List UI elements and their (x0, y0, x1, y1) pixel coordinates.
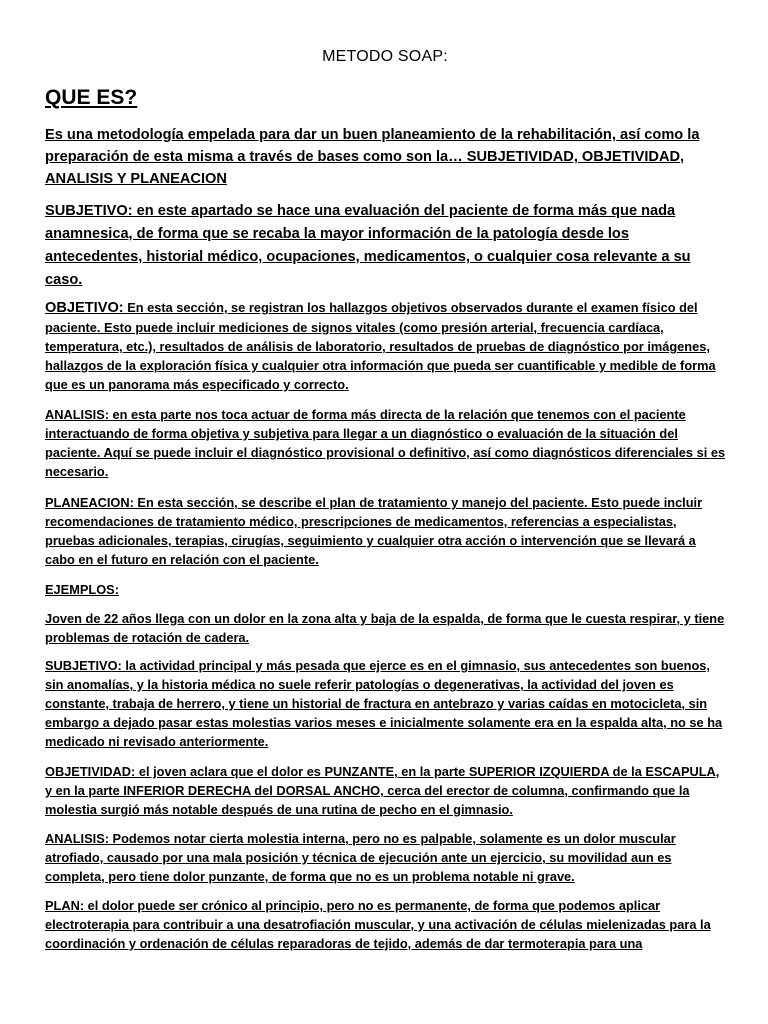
analisis-paragraph: ANALISIS: en esta parte nos toca actuar de forma más directa de la relación que tenemos con el paciente interactuando de forma objetiva y subjetiva para llegar a un diagnóstico o evaluación de la situación del paciente. Aquí se puede incluir el diagnóstico provisional o definitivo, así como diagnósticos diferenciales si es necesario. (45, 407, 726, 479)
ejemplo-plan-paragraph: PLAN: el dolor puede ser crónico al principio, pero no es permanente, de forma que podemos aplicar electroterapia para contribuir a una desatrofiación muscular, y una activación de células mielenizadas para la coordinación y ordenación de células reparadoras de tejido, además de dar termoterapia para una (45, 898, 711, 951)
section-heading: QUE ES? (45, 86, 138, 109)
intro-paragraph: Es una metodología empelada para dar un buen planeamiento de la rehabilitación, así como la preparación de esta misma a través de bases como son la… SUBJETIVIDAD, OBJETIVIDAD, ANALISIS Y PLANEACION (45, 127, 700, 187)
objetivo-label: OBJETIVO: (45, 300, 124, 316)
ejemplo-analisis-paragraph: ANALISIS: Podemos notar cierta molestia interna, pero no es palpable, solamente es un dolor muscular atrofiado, causado por una mala posición y técnica de ejecución ante un ejercicio, su movilidad aun es completa, pero tiene dolor punzante, de forma que no es un problema notable ni grave. (45, 831, 676, 884)
ejemplo-caso-paragraph: Joven de 22 años llega con un dolor en la zona alta y baja de la espalda, de forma que le cuesta respirar, y tiene problemas de rotación de cadera. (45, 611, 725, 645)
ejemplo-objetividad-paragraph: OBJETIVIDAD: el joven aclara que el dolor es PUNZANTE, en la parte SUPERIOR IZQUIERDA de la ESCAPULA, y en la parte INFERIOR DERECHA del DORSAL ANCHO, cerca del erector de columna, confirmando que la molestia surgió más notable después de una rutina de pecho en el gimnasio. (45, 764, 720, 817)
document-title: METODO SOAP: (322, 48, 448, 65)
ejemplo-subjetivo-paragraph: SUBJETIVO: la actividad principal y más pesada que ejerce es en el gimnasio, sus antecedentes son buenos, sin anomalías, y la historia médica no suele referir patologías o degenerativas, la actividad del joven es constante, trabaja de herrero, y tiene un historial de fractura en antebrazo y varias caídas en motocicleta, sin embargo a dejado pasar estas molestias varios meses e inicialmente solamente era en la espalda alta, no se ha medicado ni revisado anteriormente. (45, 658, 723, 749)
objetivo-paragraph (45, 298, 727, 394)
objetivo-text: En esta sección, se registran los hallazgos objetivos observados durante el examen físico del paciente. Esto puede incluir mediciones de signos vitales (como presión arterial, frecuencia cardíaca, temperatura, etc.), resultados de análisis de laboratorio, resultados de pruebas de diagnóstico por imágenes, hallazgos de la exploración física y cualquier otra información que pueda ser cuantificable y medible de forma que es un panorama más especificado y correcto. (45, 300, 716, 392)
planeacion-paragraph: PLANEACION: En esta sección, se describe el plan de tratamiento y manejo del paciente. Esto puede incluir recomendaciones de tratamiento médico, prescripciones de medicamentos, referencias a especialistas, pruebas adicionales, terapias, cirugías, seguimiento y cualquier otra acción o intervención que se llevará a cabo en el futuro en relación con el paciente. (45, 495, 703, 567)
subjetivo-paragraph: SUBJETIVO: en este apartado se hace una evaluación del paciente de forma más que nada anamnesica, de forma que se recaba la mayor información de la patología desde los antecedentes, historial médico, ocupaciones, medicamentos, o cualquier cosa relevante a su caso. (45, 203, 691, 288)
ejemplos-label: EJEMPLOS: (45, 582, 119, 597)
